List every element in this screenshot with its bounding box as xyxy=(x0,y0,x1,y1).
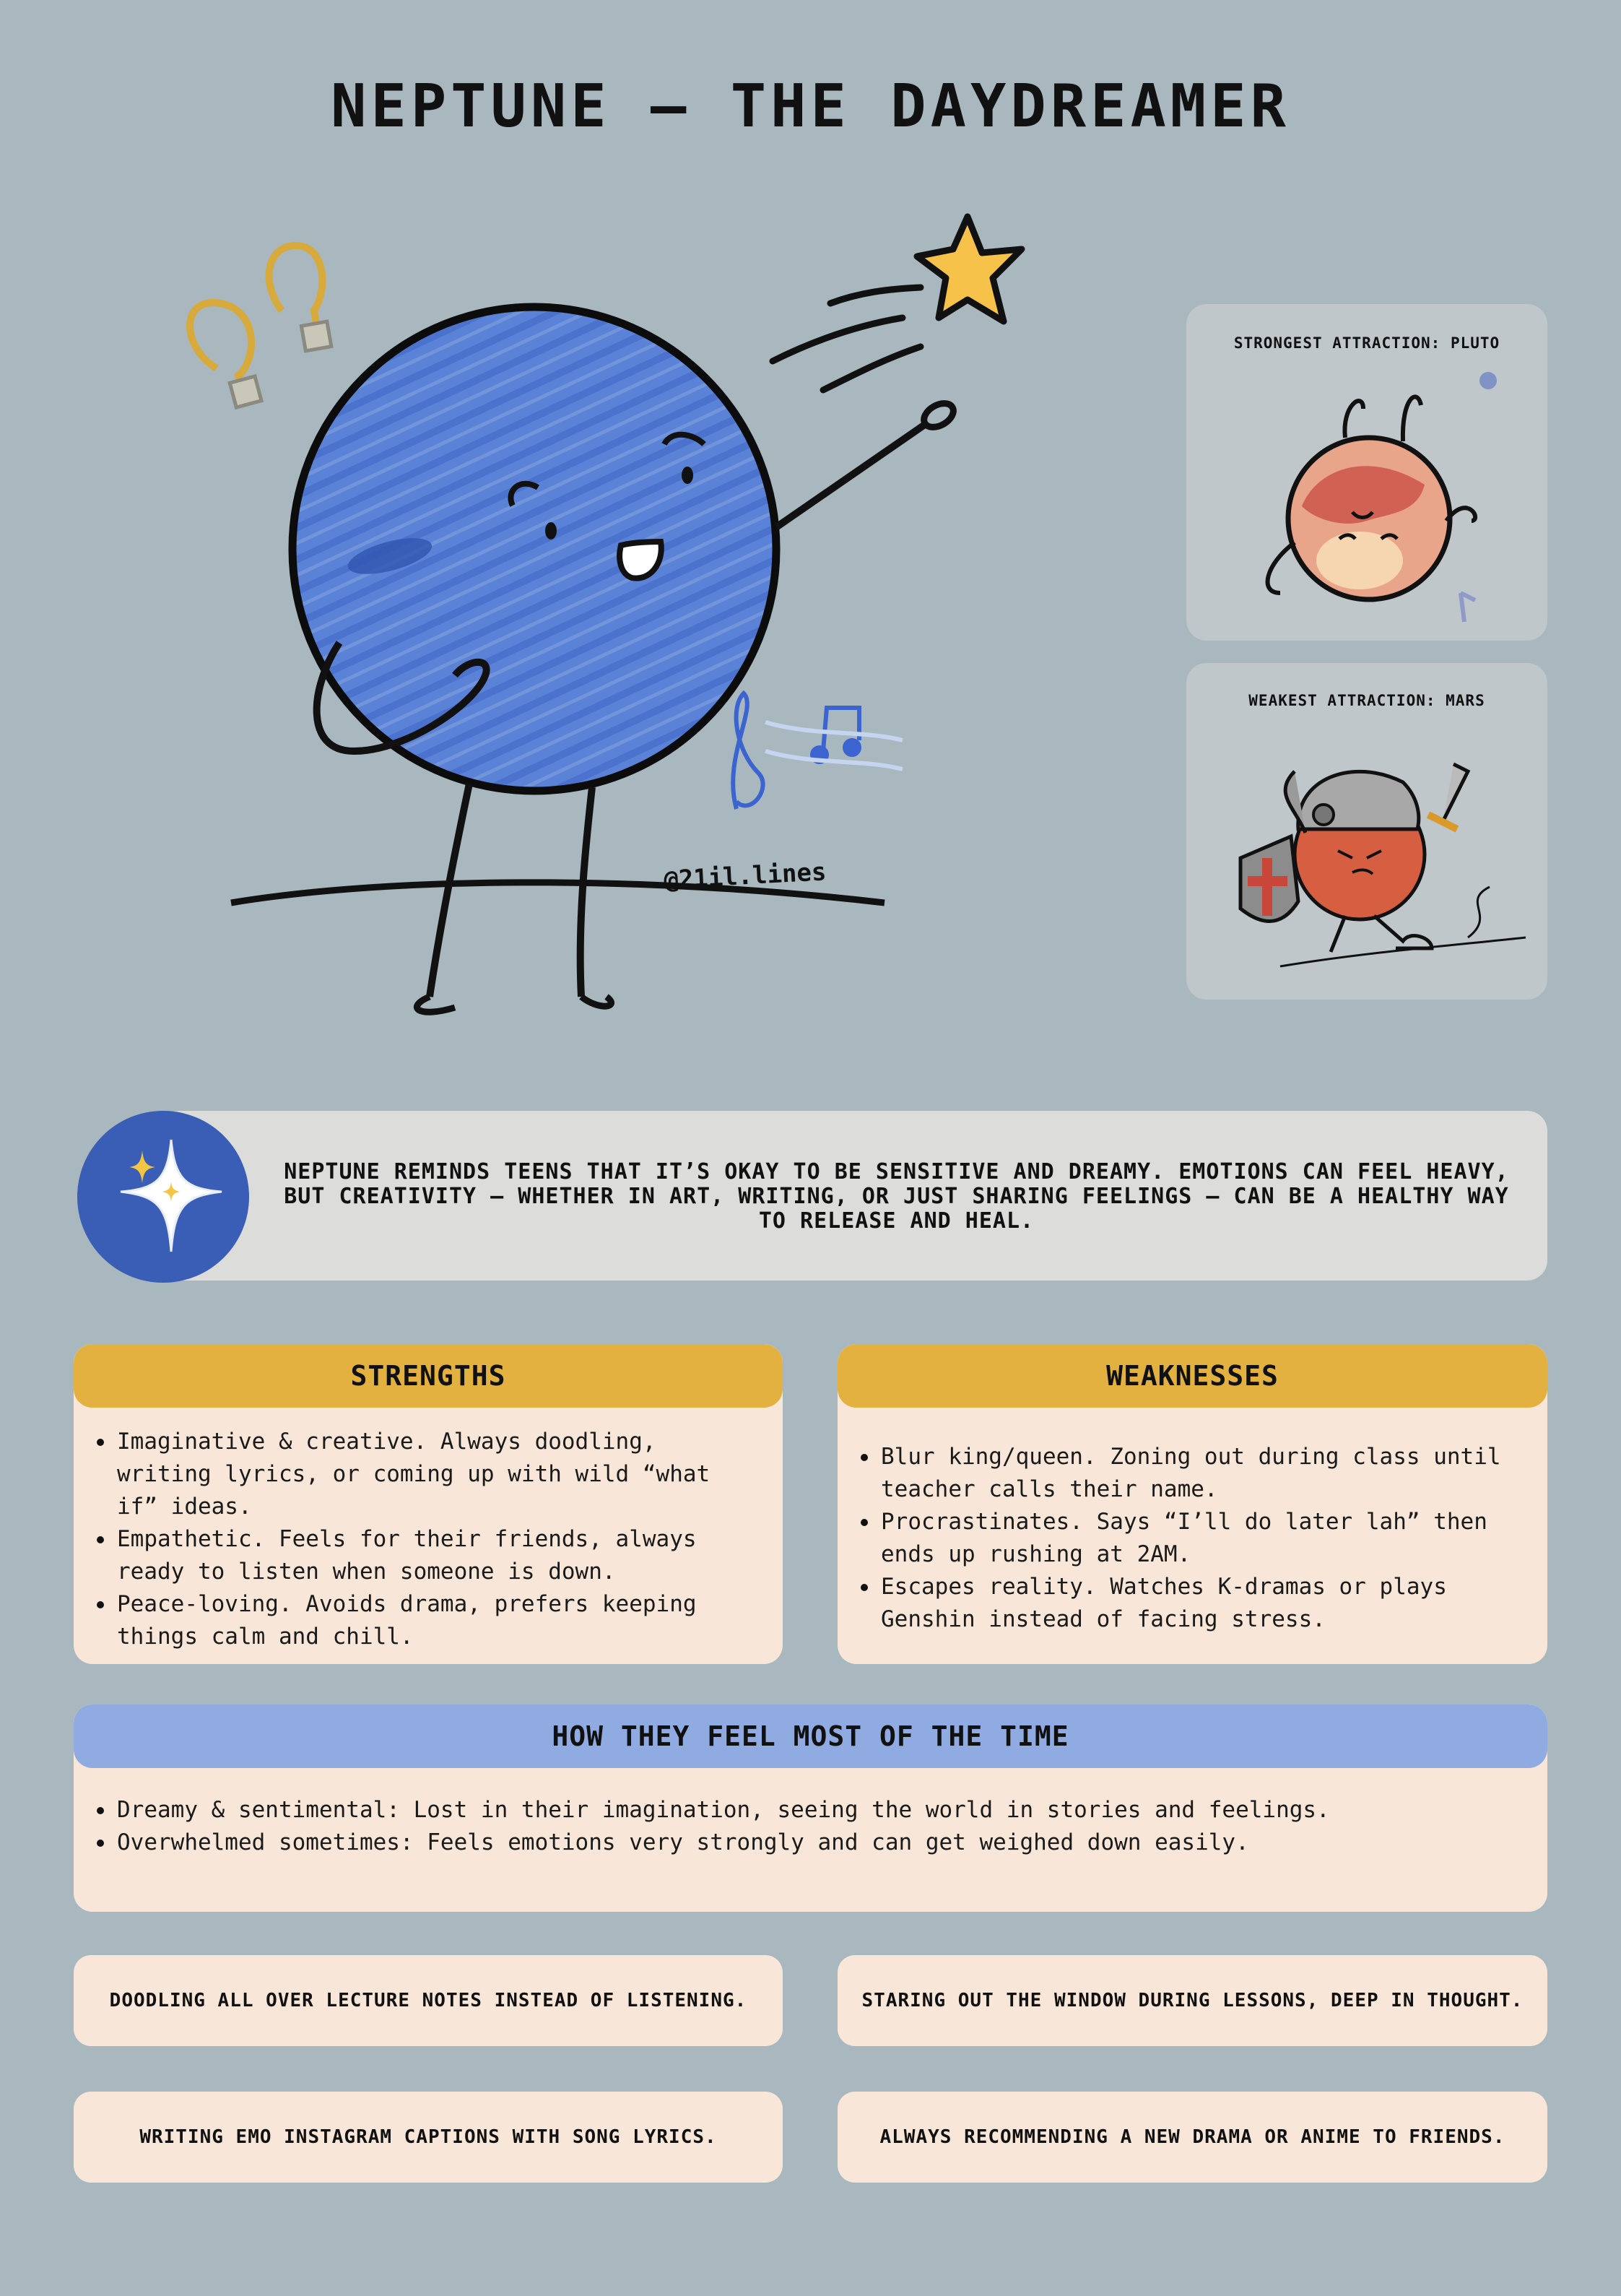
planet-body xyxy=(292,307,776,791)
feelings-heading: HOW THEY FEEL MOST OF THE TIME xyxy=(74,1704,1547,1768)
strengths-heading: STRENGTHS xyxy=(74,1344,783,1408)
page-title: NEPTUNE – THE DAYDREAMER xyxy=(331,72,1290,141)
strongest-attraction-label: STRONGEST ATTRACTION: PLUTO xyxy=(1233,334,1500,352)
message-box xyxy=(159,1111,1547,1281)
list-item: Peace-loving. Avoids drama, prefers keeping things calm and chill. xyxy=(117,1588,761,1653)
music-notes-icon xyxy=(733,693,903,809)
sparkle-badge xyxy=(77,1111,249,1283)
weakest-attraction-card xyxy=(1186,663,1547,1000)
habit-pill: WRITING EMO INSTAGRAM CAPTIONS WITH SONG LYRICS. xyxy=(74,2092,783,2183)
pluto-illustration xyxy=(1186,304,1547,641)
list-item: Dreamy & sentimental: Lost in their imagination, seeing the world in stories and feelings. xyxy=(117,1794,1526,1827)
mars-illustration xyxy=(1186,663,1547,1000)
weakest-attraction-label: WEAKEST ATTRACTION: MARS xyxy=(1248,692,1485,709)
strongest-attraction-card xyxy=(1186,304,1547,641)
weaknesses-list xyxy=(838,1441,1547,1636)
habit-pill: ALWAYS RECOMMENDING A NEW DRAMA OR ANIME TO FRIENDS. xyxy=(838,2092,1547,2183)
list-item: Empathetic. Feels for their friends, always ready to listen when someone is down. xyxy=(117,1523,761,1588)
neptune-illustration xyxy=(166,202,1105,1040)
message-text: NEPTUNE REMINDS TEENS THAT IT’S OKAY TO BE SENSITIVE AND DREAMY. EMOTIONS CAN FEEL HEAVY, BUT CREATIVITY — WHETHER IN ART, WRITING, OR JUST SHARING FEELINGS — CAN BE A HEALTHY WAY TO RELEASE AND HEAL. xyxy=(284,1159,1509,1234)
habit-pill: DOODLING ALL OVER LECTURE NOTES INSTEAD OF LISTENING. xyxy=(74,1955,783,2046)
star-icon xyxy=(917,217,1022,321)
list-item: Blur king/queen. Zoning out during class until teacher calls their name. xyxy=(881,1441,1526,1506)
habit-pill: STARING OUT THE WINDOW DURING LESSONS, DEEP IN THOUGHT. xyxy=(838,1955,1547,2046)
weaknesses-panel xyxy=(838,1344,1547,1664)
weaknesses-heading: WEAKNESSES xyxy=(838,1344,1547,1408)
strengths-list xyxy=(74,1426,783,1653)
strengths-panel xyxy=(74,1344,783,1664)
sparkle-icon xyxy=(77,1111,249,1283)
list-item: Overwhelmed sometimes: Feels emotions very strongly and can get weighed down easily. xyxy=(117,1827,1526,1859)
feelings-panel xyxy=(74,1704,1547,1912)
artist-signature: @21il.lines xyxy=(663,857,827,895)
list-item: Imaginative & creative. Always doodling, writing lyrics, or coming up with wild “what if” ideas. xyxy=(117,1426,761,1523)
list-item: Procrastinates. Says “I’ll do later lah” then ends up rushing at 2AM. xyxy=(881,1506,1526,1571)
feelings-list xyxy=(74,1794,1547,1859)
list-item: Escapes reality. Watches K-dramas or plays Genshin instead of facing stress. xyxy=(881,1571,1526,1636)
